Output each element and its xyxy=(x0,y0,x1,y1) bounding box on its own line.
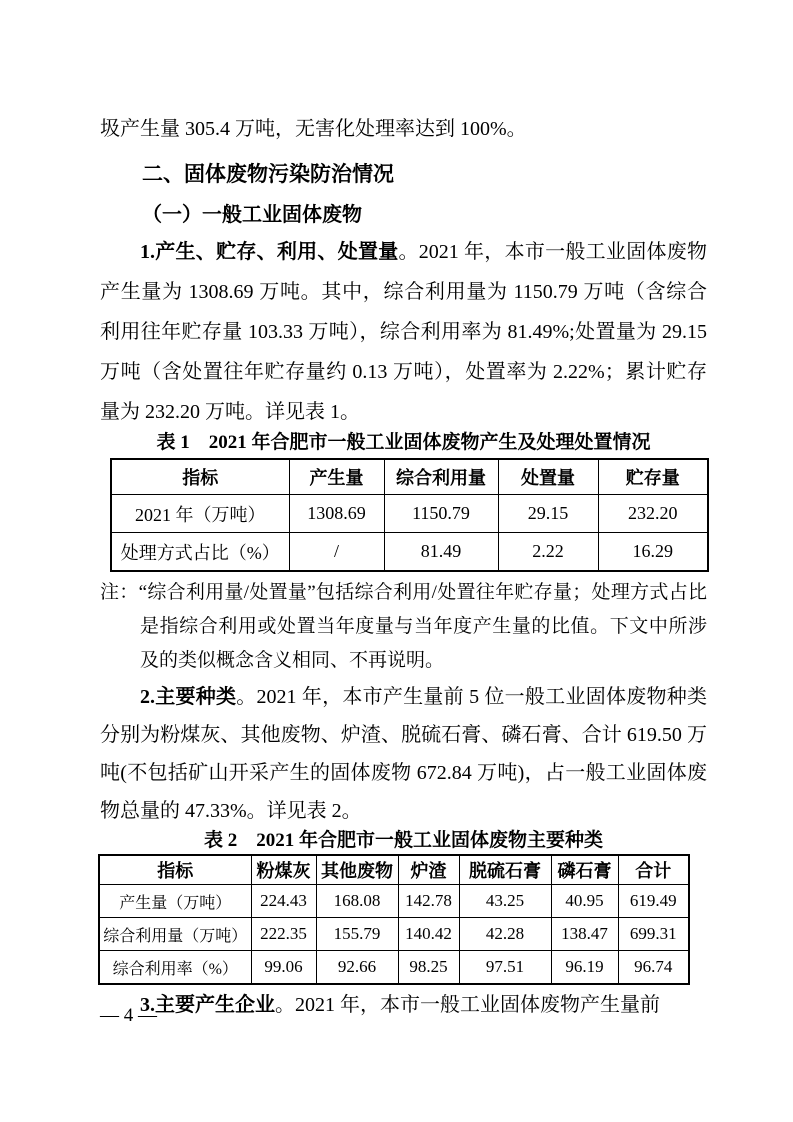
table-cell: 40.95 xyxy=(551,885,618,918)
note-text: “综合利用量/处置量”包括综合利用/处置往年贮存量；处理方式占比是指综合利用或处置当年度量与当年度产生量的比值。下文中所涉及的类似概念含义相同、不再说明。 xyxy=(138,582,707,671)
table-cell: 222.35 xyxy=(251,918,316,951)
table-header-cell: 脱硫石膏 xyxy=(459,855,551,885)
table-cell: 16.29 xyxy=(598,533,708,572)
table-header-cell: 炉渣 xyxy=(398,855,459,885)
table-cell: 产生量（万吨） xyxy=(99,885,251,918)
table-header-cell: 综合利用量 xyxy=(384,459,498,495)
section-heading: 二、固体废物污染防治情况 xyxy=(142,163,394,186)
table-cell: 224.43 xyxy=(251,885,316,918)
paragraph-2-text: 。2021 年，本市产生量前 5 位一般工业固体废物种类分别为粉煤灰、其他废物、炉渣、脱硫石膏、磷石膏、合计 619.50 万吨(不包括矿山开采产生的固体废物 672.84 万吨)，占一般工业固体废物总量的 47.33%。详见表 2。 xyxy=(100,686,708,822)
table-cell: 142.78 xyxy=(398,885,459,918)
table-row xyxy=(99,918,689,951)
table-cell: 138.47 xyxy=(551,918,618,951)
table-cell: 1308.69 xyxy=(289,495,384,533)
table-cell: 1150.79 xyxy=(384,495,498,533)
table-cell: 综合利用量（万吨） xyxy=(99,918,251,951)
table-cell: 处理方式占比（%） xyxy=(111,533,289,572)
table-row xyxy=(111,533,708,572)
paragraph-3 xyxy=(100,991,707,1019)
table-header-row xyxy=(99,855,689,885)
table-header-cell: 贮存量 xyxy=(598,459,708,495)
table-cell: 699.31 xyxy=(618,918,689,951)
table-cell: 99.06 xyxy=(251,951,316,985)
waste-types-table xyxy=(98,854,690,985)
paragraph-3-text: 。2021 年，本市一般工业固体废物产生量前 xyxy=(275,994,660,1016)
table-cell: 232.20 xyxy=(598,495,708,533)
table-header-cell: 粉煤灰 xyxy=(251,855,316,885)
table-cell: 96.74 xyxy=(618,951,689,985)
paragraph-2-lead: 2.主要种类 xyxy=(140,686,237,708)
table-header-row xyxy=(111,459,708,495)
waste-disposal-table xyxy=(110,458,709,572)
paragraph-1-lead: 1.产生、贮存、利用、处置量 xyxy=(140,241,399,263)
table-cell: 43.25 xyxy=(459,885,551,918)
table-row xyxy=(99,885,689,918)
table-cell: 97.51 xyxy=(459,951,551,985)
table-header-cell: 合计 xyxy=(618,855,689,885)
continuation-paragraph: 圾产生量 305.4 万吨，无害化处理率达到 100%。 xyxy=(100,118,527,140)
note-label: 注： xyxy=(100,582,139,603)
table-cell: 29.15 xyxy=(498,495,598,533)
table-cell: / xyxy=(289,533,384,572)
table-row xyxy=(111,495,708,533)
table-header-cell: 其他废物 xyxy=(316,855,398,885)
table-note xyxy=(100,576,707,678)
table-cell: 140.42 xyxy=(398,918,459,951)
table-cell: 2021 年（万吨） xyxy=(111,495,289,533)
table-cell: 98.25 xyxy=(398,951,459,985)
table-cell: 619.49 xyxy=(618,885,689,918)
table-row xyxy=(99,951,689,985)
subsection-heading: （一）一般工业固体废物 xyxy=(142,204,362,226)
table-header-cell: 处置量 xyxy=(498,459,598,495)
table-header-cell: 产生量 xyxy=(289,459,384,495)
table2-caption: 表 2 2021 年合肥市一般工业固体废物主要种类 xyxy=(203,830,603,851)
paragraph-3-lead: 3.主要产生企业 xyxy=(140,994,275,1016)
page-number: — 4 — xyxy=(100,1005,157,1026)
paragraph-1-text: 。2021 年，本市一般工业固体废物产生量为 1308.69 万吨。其中，综合利用量为 1150.79 万吨（含综合利用往年贮存量 103.33 万吨），综合利用率为 81.49%;处置量为 29.15 万吨（含处置往年贮存量约 0.13 万吨），处置率为 2.22%；累计贮存量为 232.20 万吨。详见表 1。 xyxy=(100,241,707,423)
paragraph-1 xyxy=(100,232,707,432)
table-header-cell: 磷石膏 xyxy=(551,855,618,885)
table-header-cell: 指标 xyxy=(99,855,251,885)
paragraph-2 xyxy=(100,678,707,830)
table-cell: 2.22 xyxy=(498,533,598,572)
table1-caption: 表 1 2021 年合肥市一般工业固体废物产生及处理处置情况 xyxy=(156,432,651,453)
table-cell: 42.28 xyxy=(459,918,551,951)
table-header-cell: 指标 xyxy=(111,459,289,495)
table-cell: 168.08 xyxy=(316,885,398,918)
table-cell: 155.79 xyxy=(316,918,398,951)
table-cell: 96.19 xyxy=(551,951,618,985)
table-cell: 综合利用率（%） xyxy=(99,951,251,985)
table-cell: 81.49 xyxy=(384,533,498,572)
table-cell: 92.66 xyxy=(316,951,398,985)
